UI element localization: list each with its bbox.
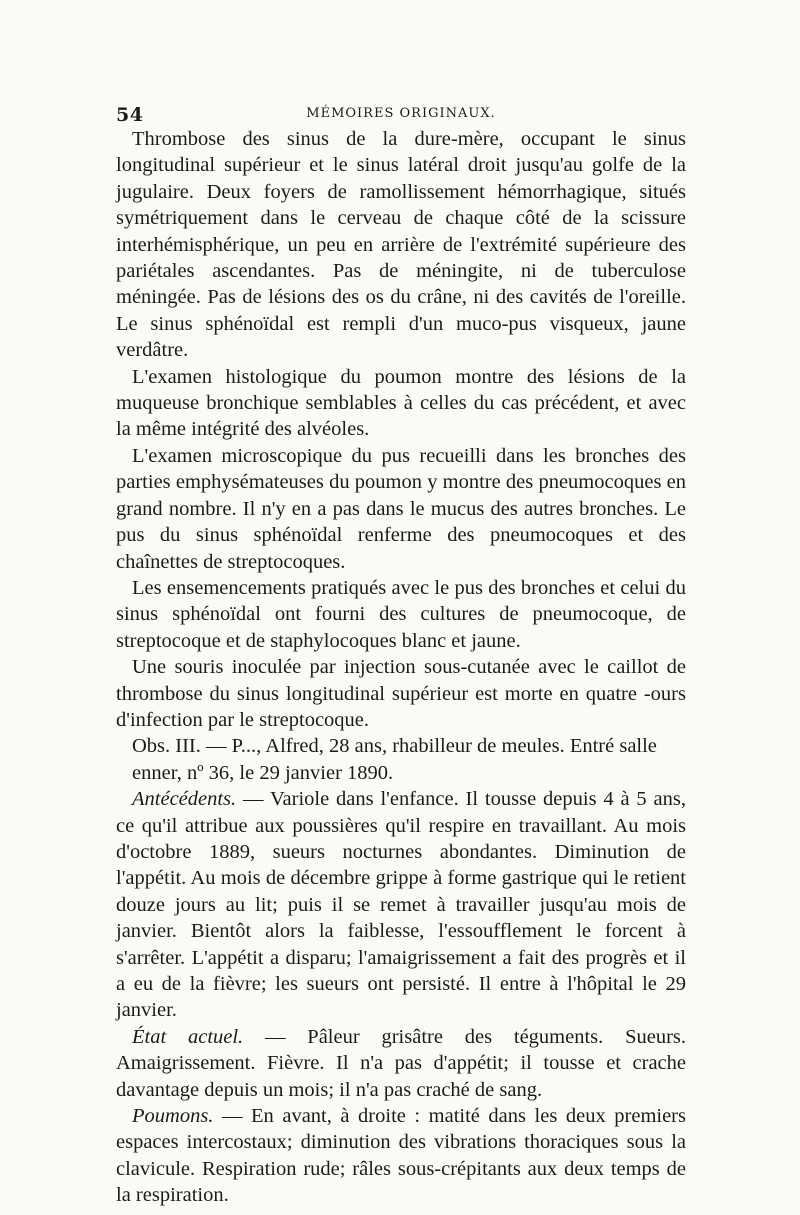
paragraph-thrombose: Thrombose des sinus de la dure-mère, occupant le sinus longitudinal supérieur et le sinus latéral droit jusqu'au golfe de la jugulaire. Deux foyers de ramollissement hémorrhagique, situés symétriquement dans le cerveau de chaque côté de la scissure interhémisphérique, un peu en arrière de l'extrémité supérieure des pariétales ascendantes. Pas de méningite, ni de tuberculose méningée. Pas de lésions des os du crâne, ni des cavités de l'oreille. Le sinus sphénoïdal est rempli d'un muco-pus visqueux, jaune verdâtre. xyxy=(116,128,686,362)
paragraph-souris: Une souris inoculée par injection sous-cutanée avec le caillot de thrombose du sinus longitudinal supérieur est morte en quatre -ours d'infection par le streptocoque. xyxy=(116,656,686,731)
section-text-antecedents: — Variole dans l'enfance. Il tousse depuis 4 à 5 ans, ce qu'il attribue aux poussières qu'il respire en travaillant. Au mois d'octobre 1889, sueurs nocturnes abondantes. Diminution de l'appétit. Au mois de décembre grippe à forme gastrique qui le retient douze jours au lit; puis il se remet à travailler jusqu'au mois de janvier. Bientôt alors la faiblesse, l'essoufflement le forcent à s'arrêter. L'appétit a disparu; l'amaigrissement a fait des progrès et il a eu de la fièvre; les sueurs ont persisté. Il entre à l'hôpital le 29 janvier. xyxy=(116,788,686,1022)
section-heading-poumons: Poumons. xyxy=(132,1105,214,1128)
body-text xyxy=(116,126,686,1209)
paragraph-microscopie: L'examen microscopique du pus recueilli dans les bronches des parties emphysémateuses du poumon y montre des pneumocoques en grand nombre. Il n'y en a pas dans le mucus des autres bronches. Le pus du sinus sphénoïdal renferme des pneumocoques et des chaînettes de streptocoques. xyxy=(116,444,686,573)
page-header xyxy=(116,100,686,126)
section-poumons xyxy=(116,1103,686,1209)
section-heading-antecedents: Antécédents. xyxy=(132,788,237,811)
document-page xyxy=(116,100,686,1209)
section-text-poumons: — En avant, à droite : matité dans les deux premiers espaces intercostaux; diminution des vibrations thoraciques sous la clavicule. Respiration rude; râles sous-crépitants aux deux temps de la respiration. xyxy=(116,1105,686,1207)
observation-line-1: Obs. III. — P..., Alfred, 28 ans, rhabilleur de meules. Entré salle xyxy=(132,735,657,758)
section-etat-actuel xyxy=(116,1024,686,1103)
section-antecedents xyxy=(116,786,686,1024)
paragraph-histologie: L'examen histologique du poumon montre des lésions de la muqueuse bronchique semblables à celles du cas précédent, et avec la même intégrité des alvéoles. xyxy=(116,365,686,441)
page-number: 54 xyxy=(116,104,144,126)
observation-line-2: enner, nº 36, le 29 janvier 1890. xyxy=(132,761,394,784)
section-text-etat-actuel: — Pâleur grisâtre des téguments. Sueurs. Amaigrissement. Fièvre. Il n'a pas d'appétit; il tousse et crache davantage depuis un mois; il n'a pas craché de sang. xyxy=(116,1025,686,1101)
section-heading-etat-actuel: État actuel. xyxy=(132,1025,244,1048)
paragraph-ensemencements: Les ensemencements pratiqués avec le pus des bronches et celui du sinus sphénoïdal ont fourni des cultures de pneumocoque, de streptocoque et de staphylocoques blanc et jaune. xyxy=(116,576,686,652)
running-title: MÉMOIRES ORIGINAUX. xyxy=(306,106,496,121)
